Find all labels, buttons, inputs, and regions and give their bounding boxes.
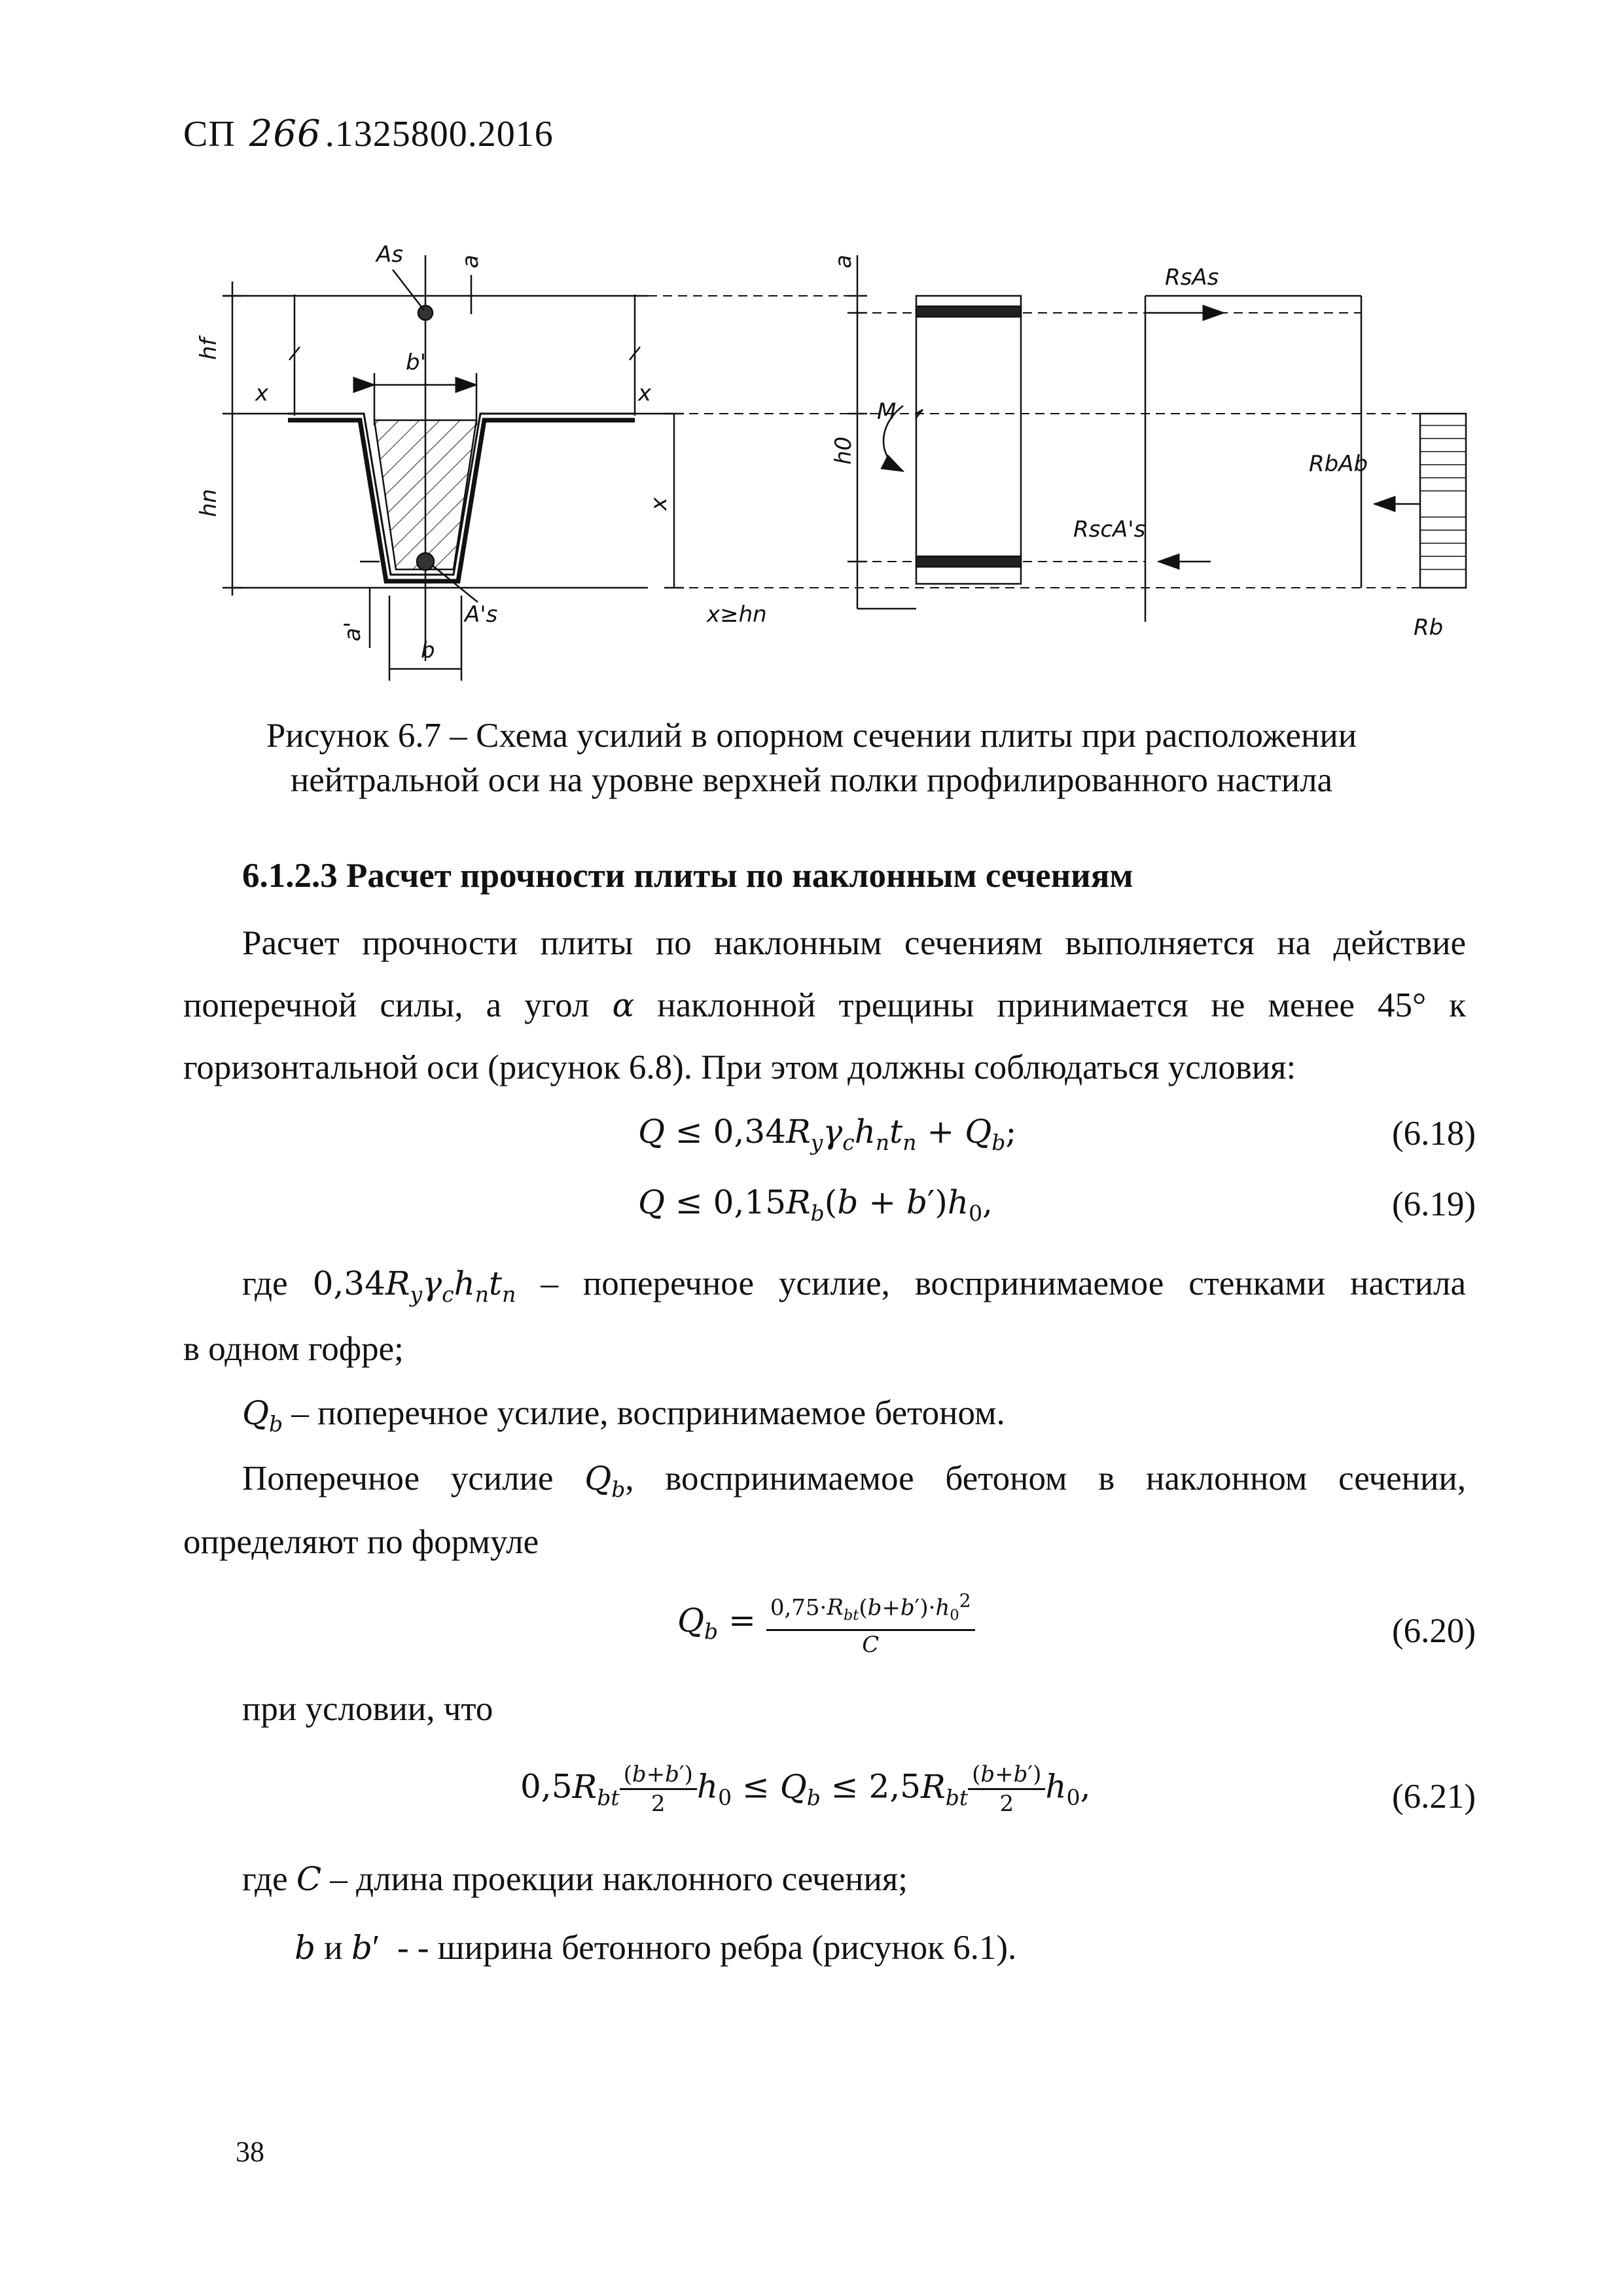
equation-number-6-20: (6.20)	[1391, 1612, 1476, 1650]
figure-6-7-diagram	[196, 229, 1479, 700]
force-diagram	[1145, 296, 1466, 622]
code-prefix: СП	[183, 114, 236, 154]
condition-text: при условии, что	[242, 1690, 493, 1728]
equation-6-18: $Q \le 0,34R_y\gamma_ch_nt_n + Q_b$;	[638, 1113, 1017, 1155]
label-a-top: a	[457, 255, 484, 268]
label-a-prime: a'	[340, 621, 366, 641]
label-RscAs: RscA's	[1073, 516, 1146, 543]
label-RsAs: RsAs	[1165, 264, 1219, 291]
paragraph-2-line-2: определяют по формуле	[183, 1523, 539, 1561]
paragraph-1-line-2: поперечной силы, а угол α наклонной трещины принимается не менее 45° к	[183, 986, 1466, 1024]
equation-6-20: $Q_b$ = $\frac{0,75\cdot R_{bt}(b+b')\cdot h_0^2}{C}$	[677, 1587, 975, 1659]
label-hn: hn	[196, 488, 222, 517]
label-x-dim: x	[646, 497, 672, 511]
caption-line-2: нейтральной оси на уровне верхней полки профилированного настила	[290, 761, 1333, 799]
label-x-ge-hn: x≥hn	[707, 601, 767, 628]
paragraph-1-line-1: Расчет прочности плиты по наклонным сечениям выполняется на действие	[242, 924, 1466, 962]
code-suffix: .1325800.2016	[325, 114, 554, 154]
paragraph-1-line-3: горизонтальной оси (рисунок 6.8). При этом должны соблюдаться условия:	[183, 1049, 1296, 1086]
where-line-1: где $0,34R_y\gamma_ch_nt_n$ – поперечное усилие, воспринимаемое стенками настила	[242, 1265, 1467, 1307]
label-As: As	[376, 242, 403, 268]
stress-block-hatch	[1420, 425, 1466, 569]
page-number: 38	[236, 2136, 264, 2168]
qb-definition: $Q_b$ – поперечное усилие, воспринимаемое бетоном.	[242, 1394, 1005, 1437]
equation-number-6-21: (6.21)	[1391, 1778, 1476, 1816]
caption-line-1: Рисунок 6.7 – Схема усилий в опорном сечении плиты при расположении	[266, 717, 1357, 755]
label-hf: hf	[196, 338, 222, 360]
label-M: M	[877, 399, 897, 425]
label-a-mid: a	[830, 255, 857, 268]
label-Rb: Rb	[1414, 615, 1444, 641]
handwritten-number: 266	[249, 113, 321, 155]
label-x-left: x	[255, 380, 269, 406]
where-b-definition: b и b′ - - ширина бетонного ребра (рисунок 6.1).	[294, 1929, 1017, 1967]
label-b: b	[421, 637, 435, 664]
label-RbAb: RbAb	[1309, 451, 1368, 477]
label-h0: h0	[830, 436, 857, 465]
section-heading: 6.1.2.3 Расчет прочности плиты по наклонным сечениям	[242, 857, 1133, 895]
equation-6-21: $0,5R_{bt}$ $\frac{(b+b')}{2}$ $h_0 \le Q_b \le 2,5R_{bt}$ $\frac{(b+b')}{2}$ $h_0$,	[520, 1761, 1091, 1817]
slab-strip	[847, 255, 1021, 609]
equation-number-6-19: (6.19)	[1391, 1185, 1476, 1223]
label-b-prime: b'	[406, 350, 426, 376]
label-As-prime: A's	[465, 601, 498, 628]
cross-section	[223, 255, 684, 681]
dashed-connectors	[648, 296, 1446, 588]
where-line-2: в одном гофре;	[183, 1330, 404, 1368]
label-x-right: x	[638, 380, 652, 406]
equation-number-6-18: (6.18)	[1391, 1115, 1476, 1153]
document-code	[183, 113, 554, 155]
paragraph-2-line-1: Поперечное усилие $Q_b$, воспринимаемое бетоном в наклонном сечении,	[242, 1460, 1466, 1502]
where-c-definition: где C – длина проекции наклонного сечения;	[242, 1860, 908, 1898]
equation-6-19: $Q \le 0,15R_b(b + b')h_0$,	[638, 1183, 993, 1226]
figure-caption	[183, 713, 1440, 802]
